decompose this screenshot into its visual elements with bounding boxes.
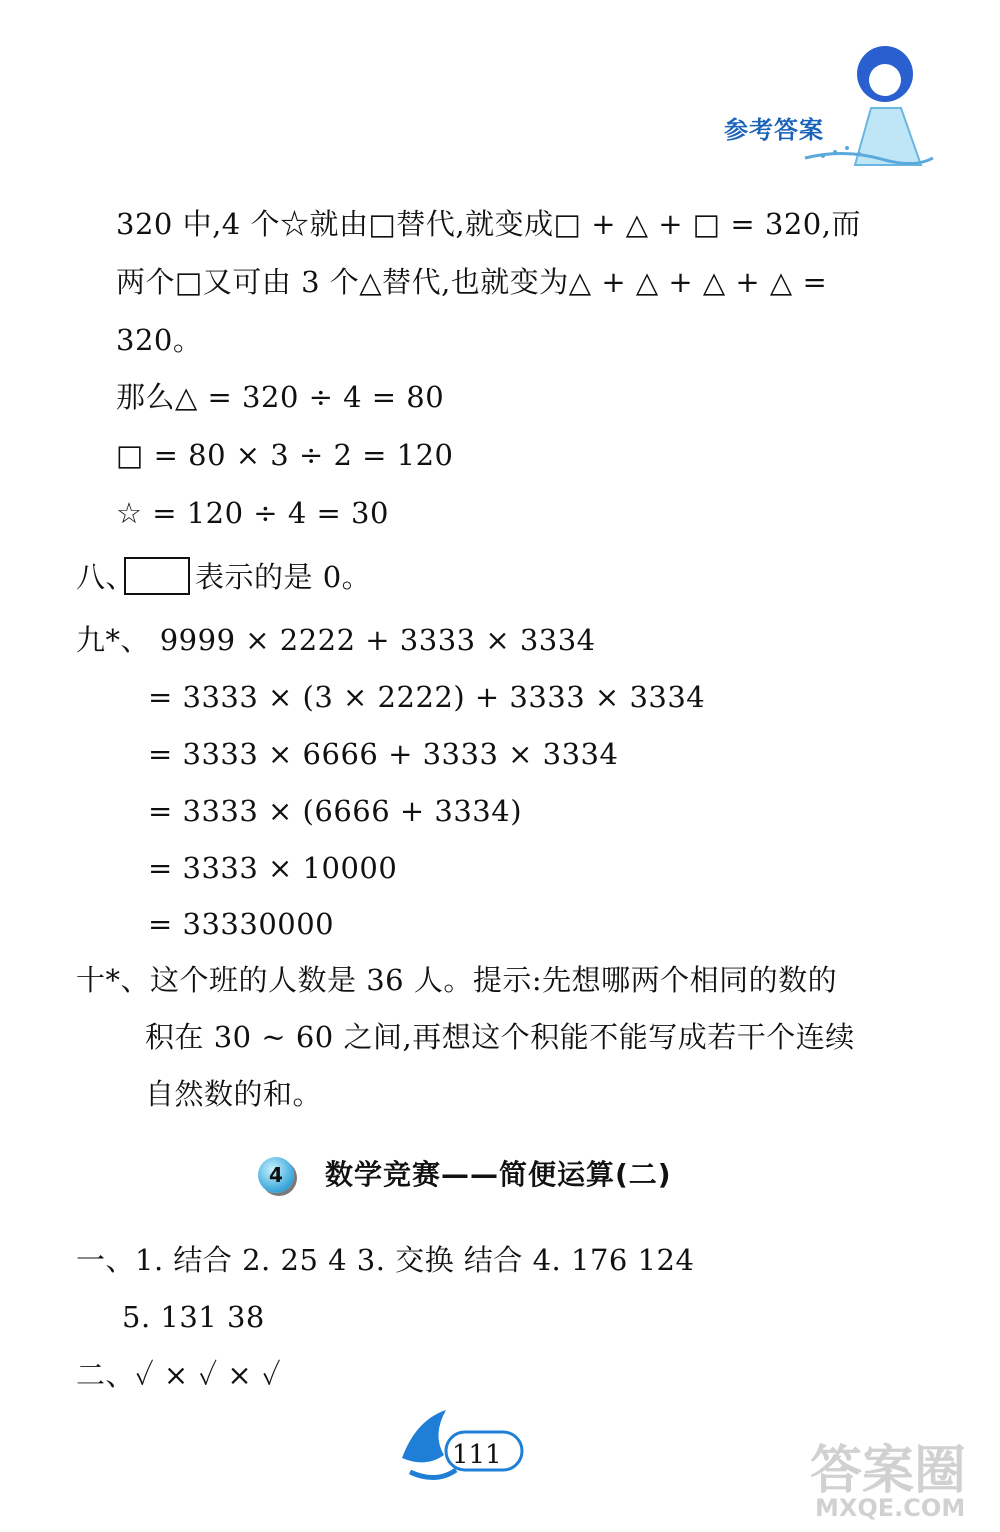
answer-part-1: 一、1. 结合 2. 25 4 3. 交换 结合 4. 176 124: [76, 1243, 695, 1277]
answer-box: [124, 557, 190, 595]
calc-result: = 33330000: [148, 907, 335, 941]
header-title: 参考答案: [724, 116, 824, 144]
calc-step-4: = 3333 × 10000: [148, 851, 398, 885]
question-10-line-1: 十*、这个班的人数是 36 人。提示:先想哪两个相同的数的: [76, 963, 838, 997]
watermark-logo: [790, 1420, 995, 1530]
section-number-badge: 4: [258, 1157, 294, 1193]
equation-triangle: 那么△ = 320 ÷ 4 = 80: [116, 380, 445, 414]
question-10-line-3: 自然数的和。: [145, 1077, 323, 1111]
page-number: 111: [452, 1440, 502, 1470]
text-line-2: 两个□又可由 3 个△替代,也就变为△ + △ + △ + △ =: [116, 265, 828, 299]
watermark-text-en: MXQE.COM: [815, 1494, 966, 1522]
calc-step-1: = 3333 × (3 × 2222) + 3333 × 3334: [148, 680, 706, 714]
text-line-1: 320 中,4 个☆就由□替代,就变成□ + △ + □ = 320,而: [116, 207, 861, 241]
question-10-line-2: 积在 30 ~ 60 之间,再想这个积能不能写成若干个连续: [145, 1020, 855, 1054]
text-line-3: 320。: [116, 323, 203, 357]
answer-part-2: 二、✓ × ✓ × ✓: [76, 1358, 282, 1392]
question-9-expression: 九*、 9999 × 2222 + 3333 × 3334: [76, 623, 596, 657]
equation-star: ☆ = 120 ÷ 4 = 30: [116, 496, 389, 530]
question-8-text: 表示的是 0。: [195, 560, 372, 594]
answer-part-1-cont: 5. 131 38: [122, 1300, 265, 1334]
question-8-label: 八、: [76, 560, 136, 594]
watermark-text-cn: 答案圈: [810, 1441, 967, 1501]
girl-illustration: [775, 40, 935, 175]
calc-step-3: = 3333 × (6666 + 3334): [148, 794, 523, 828]
section-title: 数学竞赛——简便运算(二): [325, 1158, 672, 1191]
equation-square: □ = 80 × 3 ÷ 2 = 120: [116, 438, 454, 472]
calc-step-2: = 3333 × 6666 + 3333 × 3334: [148, 737, 619, 771]
